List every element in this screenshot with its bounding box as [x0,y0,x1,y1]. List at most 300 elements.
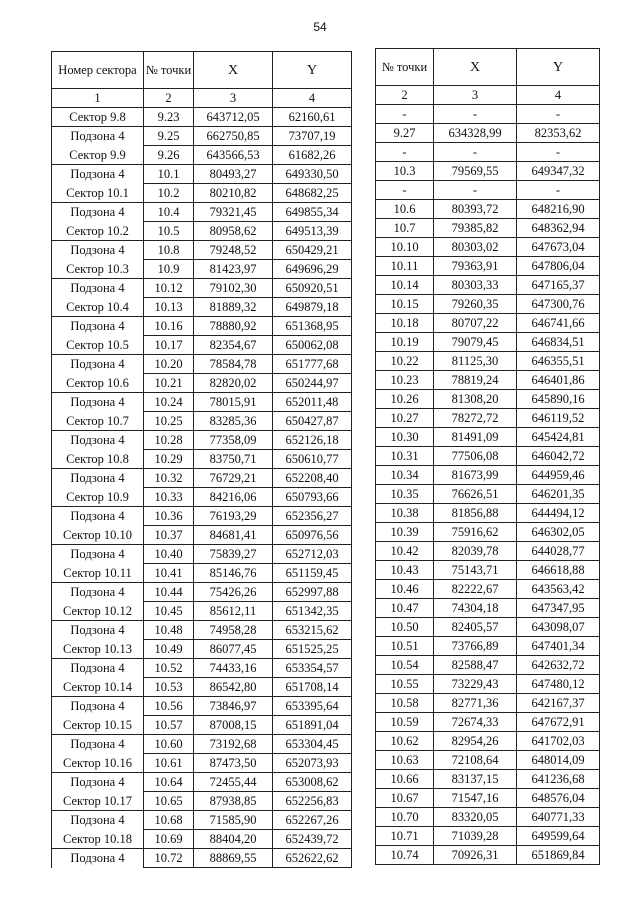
sector-cell: Сектор 9.9 [52,146,144,165]
point-number-cell: 10.36 [144,507,194,526]
sector-cell: Сектор 10.15 [52,716,144,735]
point-number-cell: 10.65 [144,792,194,811]
point-number-cell: 10.47 [376,599,434,618]
sector-cell: Подзона 4 [52,507,144,526]
x-coordinate-cell: 88404,20 [194,830,273,849]
y-coordinate-cell: 647673,04 [517,238,600,257]
x-coordinate-cell: 72455,44 [194,773,273,792]
point-number-cell: 10.66 [376,770,434,789]
x-coordinate-cell: 82039,78 [434,542,517,561]
x-coordinate-cell: 79079,45 [434,333,517,352]
sector-cell: Сектор 9.8 [52,108,144,127]
point-number-cell: 10.63 [376,751,434,770]
table-row [376,846,600,865]
table-row [376,105,600,124]
sector-cell: Подзона 4 [52,127,144,146]
sector-cell: Сектор 10.9 [52,488,144,507]
table-row [376,485,600,504]
x-coordinate-cell: 75143,71 [434,561,517,580]
x-coordinate-cell: 73846,97 [194,697,273,716]
x-coordinate-cell: 87938,85 [194,792,273,811]
y-coordinate-cell: 650427,87 [273,412,352,431]
header-sector: Номер сектора [52,52,144,89]
y-coordinate-cell: 652208,40 [273,469,352,488]
y-coordinate-cell: 82353,62 [517,124,600,143]
point-number-cell: 10.2 [144,184,194,203]
table-row [376,713,600,732]
table-row [376,675,600,694]
x-coordinate-cell: 77358,09 [194,431,273,450]
x-coordinate-cell: 79102,30 [194,279,273,298]
header-point-number: № точки [144,52,194,89]
table-row [52,412,352,431]
x-coordinate-cell: 76626,51 [434,485,517,504]
table-row [52,602,352,621]
point-number-cell: 10.6 [376,200,434,219]
table-row [52,469,352,488]
point-number-cell: - [376,143,434,162]
sector-cell: Подзона 4 [52,241,144,260]
y-coordinate-cell: 651342,35 [273,602,352,621]
table-row [376,637,600,656]
y-coordinate-cell: 647401,34 [517,637,600,656]
point-number-cell: 10.64 [144,773,194,792]
y-coordinate-cell: 646618,88 [517,561,600,580]
y-coordinate-cell: 648576,04 [517,789,600,808]
point-number-cell: 10.22 [376,352,434,371]
sector-cell: Подзона 4 [52,697,144,716]
point-number-cell: 10.41 [144,564,194,583]
sector-cell: Подзона 4 [52,393,144,412]
table-row [52,735,352,754]
x-coordinate-cell: 87473,50 [194,754,273,773]
y-coordinate-cell: 646302,05 [517,523,600,542]
y-coordinate-cell: 649879,18 [273,298,352,317]
index-cell: 1 [52,89,144,108]
sector-cell: Подзона 4 [52,583,144,602]
y-coordinate-cell: 646201,35 [517,485,600,504]
x-coordinate-cell: 86542,80 [194,678,273,697]
header-y: Y [273,52,352,89]
x-coordinate-cell: 74958,28 [194,621,273,640]
table-row [52,716,352,735]
sector-cell: Сектор 10.5 [52,336,144,355]
x-coordinate-cell: 81308,20 [434,390,517,409]
sector-cell: Подзона 4 [52,431,144,450]
point-number-cell: 10.38 [376,504,434,523]
point-number-cell: 10.7 [376,219,434,238]
y-coordinate-cell: 649330,50 [273,165,352,184]
x-coordinate-cell: 81125,30 [434,352,517,371]
y-coordinate-cell: 61682,26 [273,146,352,165]
x-coordinate-cell: 73766,89 [434,637,517,656]
table-row [52,431,352,450]
x-coordinate-cell: 73229,43 [434,675,517,694]
point-number-cell: 10.25 [144,412,194,431]
table-row [376,409,600,428]
x-coordinate-cell: - [434,143,517,162]
y-coordinate-cell: 646042,72 [517,447,600,466]
point-number-cell: 10.9 [144,260,194,279]
x-coordinate-cell: 81423,97 [194,260,273,279]
point-number-cell: 10.18 [376,314,434,333]
x-coordinate-cell: 80958,62 [194,222,273,241]
y-coordinate-cell: 73707,19 [273,127,352,146]
y-coordinate-cell: 650062,08 [273,336,352,355]
table-row [52,811,352,830]
table-row [52,203,352,222]
point-number-cell: 10.72 [144,849,194,868]
table-row [376,143,600,162]
table-row [52,697,352,716]
y-coordinate-cell: 652011,48 [273,393,352,412]
point-number-cell: 10.50 [376,618,434,637]
y-coordinate-cell: 649513,39 [273,222,352,241]
x-coordinate-cell: 86077,45 [194,640,273,659]
y-coordinate-cell: 651368,95 [273,317,352,336]
x-coordinate-cell: - [434,105,517,124]
sector-cell: Подзона 4 [52,165,144,184]
table-row [376,504,600,523]
point-number-cell: 10.1 [144,165,194,184]
y-coordinate-cell: 646401,86 [517,371,600,390]
table-row [376,257,600,276]
coordinates-table-right [375,48,600,865]
sector-cell: Сектор 10.12 [52,602,144,621]
table-row [376,770,600,789]
x-coordinate-cell: - [434,181,517,200]
y-coordinate-cell: 641702,03 [517,732,600,751]
y-coordinate-cell: 648682,25 [273,184,352,203]
y-coordinate-cell: 652267,26 [273,811,352,830]
point-number-cell: 10.62 [376,732,434,751]
table-row [52,488,352,507]
x-coordinate-cell: 85612,11 [194,602,273,621]
point-number-cell: 10.46 [376,580,434,599]
table-row [376,124,600,143]
table-row [52,279,352,298]
x-coordinate-cell: 78015,91 [194,393,273,412]
header-y: Y [517,49,600,86]
header-x: X [434,49,517,86]
sector-cell: Сектор 10.16 [52,754,144,773]
y-coordinate-cell: 653008,62 [273,773,352,792]
point-number-cell: - [376,105,434,124]
x-coordinate-cell: 643566,53 [194,146,273,165]
x-coordinate-cell: 79321,45 [194,203,273,222]
index-cell: 3 [434,86,517,105]
y-coordinate-cell: 651777,68 [273,355,352,374]
x-coordinate-cell: 70926,31 [434,846,517,865]
point-number-cell: 10.54 [376,656,434,675]
y-coordinate-cell: - [517,143,600,162]
x-coordinate-cell: 71585,90 [194,811,273,830]
x-coordinate-cell: 81673,99 [434,466,517,485]
x-coordinate-cell: 78880,92 [194,317,273,336]
y-coordinate-cell: 647165,37 [517,276,600,295]
x-coordinate-cell: 81856,88 [434,504,517,523]
sector-cell: Подзона 4 [52,545,144,564]
sector-cell: Сектор 10.4 [52,298,144,317]
x-coordinate-cell: 87008,15 [194,716,273,735]
y-coordinate-cell: 653215,62 [273,621,352,640]
y-coordinate-cell: 649347,32 [517,162,600,181]
point-number-cell: 10.39 [376,523,434,542]
y-coordinate-cell: 644028,77 [517,542,600,561]
x-coordinate-cell: 79569,55 [434,162,517,181]
table-row [376,428,600,447]
point-number-cell: 9.23 [144,108,194,127]
point-number-cell: 10.34 [376,466,434,485]
point-number-cell: 10.13 [144,298,194,317]
header-x: X [194,52,273,89]
y-coordinate-cell: 649855,34 [273,203,352,222]
point-number-cell: 10.52 [144,659,194,678]
table-row [52,621,352,640]
table-row [376,200,600,219]
table-row [376,732,600,751]
table-row [52,640,352,659]
x-coordinate-cell: 79363,91 [434,257,517,276]
y-coordinate-cell: 647672,91 [517,713,600,732]
x-coordinate-cell: 80303,33 [434,276,517,295]
y-coordinate-cell: 649696,29 [273,260,352,279]
x-coordinate-cell: 83285,36 [194,412,273,431]
x-coordinate-cell: 82354,67 [194,336,273,355]
table-row [376,162,600,181]
x-coordinate-cell: 72108,64 [434,751,517,770]
table-row [52,165,352,184]
x-coordinate-cell: 82771,36 [434,694,517,713]
table-row [376,276,600,295]
x-coordinate-cell: 80210,82 [194,184,273,203]
table-row [52,317,352,336]
table-row [52,450,352,469]
y-coordinate-cell: 653354,57 [273,659,352,678]
table-row [376,219,600,238]
sector-cell: Сектор 10.13 [52,640,144,659]
x-coordinate-cell: 83137,15 [434,770,517,789]
table-row [376,352,600,371]
sector-cell: Подзона 4 [52,317,144,336]
table-row [376,827,600,846]
table-row [376,694,600,713]
point-number-cell: 10.48 [144,621,194,640]
x-coordinate-cell: 77506,08 [434,447,517,466]
y-coordinate-cell: 647480,12 [517,675,600,694]
table-row [52,545,352,564]
point-number-cell: 10.67 [376,789,434,808]
point-number-cell: 10.23 [376,371,434,390]
x-coordinate-cell: 71039,28 [434,827,517,846]
table-row [376,561,600,580]
point-number-cell: 10.10 [376,238,434,257]
sector-cell: Подзона 4 [52,203,144,222]
table-row [376,371,600,390]
x-coordinate-cell: 84681,41 [194,526,273,545]
y-coordinate-cell: 652439,72 [273,830,352,849]
table-row [376,580,600,599]
sector-cell: Подзона 4 [52,773,144,792]
table-row [376,656,600,675]
y-coordinate-cell: 641236,68 [517,770,600,789]
table-row [52,336,352,355]
y-coordinate-cell: 650244,97 [273,374,352,393]
table-row [52,298,352,317]
y-coordinate-cell: 646834,51 [517,333,600,352]
point-number-cell: 10.53 [144,678,194,697]
table-row [52,260,352,279]
y-coordinate-cell: 652997,88 [273,583,352,602]
point-number-cell: 10.55 [376,675,434,694]
index-cell: 2 [376,86,434,105]
x-coordinate-cell: 75839,27 [194,545,273,564]
y-coordinate-cell: 62160,61 [273,108,352,127]
y-coordinate-cell: 651708,14 [273,678,352,697]
y-coordinate-cell: 645890,16 [517,390,600,409]
point-number-cell: 10.8 [144,241,194,260]
y-coordinate-cell: 648014,09 [517,751,600,770]
y-coordinate-cell: 644494,12 [517,504,600,523]
y-coordinate-cell: 647300,76 [517,295,600,314]
x-coordinate-cell: 75426,26 [194,583,273,602]
y-coordinate-cell: 652073,93 [273,754,352,773]
index-cell: 4 [273,89,352,108]
point-number-cell: 10.14 [376,276,434,295]
sector-cell: Сектор 10.3 [52,260,144,279]
table-row [376,314,600,333]
x-coordinate-cell: 78584,78 [194,355,273,374]
sector-cell: Подзона 4 [52,621,144,640]
point-number-cell: 9.27 [376,124,434,143]
y-coordinate-cell: 651159,45 [273,564,352,583]
sector-cell: Сектор 10.1 [52,184,144,203]
point-number-cell: 10.43 [376,561,434,580]
sector-cell: Сектор 10.18 [52,830,144,849]
coordinates-table-left [51,51,352,868]
point-number-cell: 10.20 [144,355,194,374]
y-coordinate-cell: 650610,77 [273,450,352,469]
sector-cell: Подзона 4 [52,811,144,830]
point-number-cell: 10.30 [376,428,434,447]
x-coordinate-cell: 75916,62 [434,523,517,542]
x-coordinate-cell: 81889,32 [194,298,273,317]
y-coordinate-cell: 652126,18 [273,431,352,450]
sector-cell: Сектор 10.7 [52,412,144,431]
y-coordinate-cell: 646355,51 [517,352,600,371]
point-number-cell: 10.16 [144,317,194,336]
table-row [52,184,352,203]
point-number-cell: 10.70 [376,808,434,827]
table-row [376,447,600,466]
table-row [52,792,352,811]
table-row [376,181,600,200]
y-coordinate-cell: 652622,62 [273,849,352,868]
table-row [376,789,600,808]
table-row [52,564,352,583]
point-number-cell: 10.15 [376,295,434,314]
x-coordinate-cell: 74433,16 [194,659,273,678]
sector-cell: Подзона 4 [52,355,144,374]
y-coordinate-cell: 649599,64 [517,827,600,846]
x-coordinate-cell: 80707,22 [434,314,517,333]
x-coordinate-cell: 634328,99 [434,124,517,143]
index-row [376,86,600,105]
point-number-cell: 10.12 [144,279,194,298]
sector-cell: Сектор 10.8 [52,450,144,469]
point-number-cell: 10.11 [376,257,434,276]
y-coordinate-cell: 642632,72 [517,656,600,675]
point-number-cell: 10.37 [144,526,194,545]
table-row [376,390,600,409]
x-coordinate-cell: 88869,55 [194,849,273,868]
point-number-cell: 10.60 [144,735,194,754]
point-number-cell: 10.51 [376,637,434,656]
y-coordinate-cell: 647347,95 [517,599,600,618]
point-number-cell: 10.4 [144,203,194,222]
table-row [52,222,352,241]
point-number-cell: 10.49 [144,640,194,659]
point-number-cell: 10.19 [376,333,434,352]
x-coordinate-cell: 71547,16 [434,789,517,808]
table-row [52,583,352,602]
table-row [52,678,352,697]
y-coordinate-cell: 650793,66 [273,488,352,507]
table-row [52,507,352,526]
y-coordinate-cell: 646741,66 [517,314,600,333]
x-coordinate-cell: 81491,09 [434,428,517,447]
header-row [52,52,352,89]
y-coordinate-cell: 646119,52 [517,409,600,428]
table-row [52,108,352,127]
x-coordinate-cell: 76193,29 [194,507,273,526]
table-row [52,754,352,773]
point-number-cell: 10.21 [144,374,194,393]
table-row [376,466,600,485]
x-coordinate-cell: 76729,21 [194,469,273,488]
y-coordinate-cell: 650976,56 [273,526,352,545]
point-number-cell: - [376,181,434,200]
point-number-cell: 10.57 [144,716,194,735]
y-coordinate-cell: 650429,21 [273,241,352,260]
sector-cell: Подзона 4 [52,735,144,754]
y-coordinate-cell: 643098,07 [517,618,600,637]
y-coordinate-cell: 647806,04 [517,257,600,276]
x-coordinate-cell: 83750,71 [194,450,273,469]
point-number-cell: 9.26 [144,146,194,165]
point-number-cell: 10.5 [144,222,194,241]
y-coordinate-cell: 652712,03 [273,545,352,564]
table-row [376,333,600,352]
y-coordinate-cell: - [517,181,600,200]
y-coordinate-cell: 652256,83 [273,792,352,811]
y-coordinate-cell: 651891,04 [273,716,352,735]
table-row [52,127,352,146]
point-number-cell: 10.24 [144,393,194,412]
y-coordinate-cell: 650920,51 [273,279,352,298]
point-number-cell: 10.28 [144,431,194,450]
x-coordinate-cell: 72674,33 [434,713,517,732]
table-row [52,659,352,678]
point-number-cell: 10.45 [144,602,194,621]
table-row [376,523,600,542]
point-number-cell: 10.42 [376,542,434,561]
y-coordinate-cell: 648362,94 [517,219,600,238]
y-coordinate-cell: 651869,84 [517,846,600,865]
sector-cell: Сектор 10.11 [52,564,144,583]
table-row [52,849,352,868]
table-row [376,808,600,827]
